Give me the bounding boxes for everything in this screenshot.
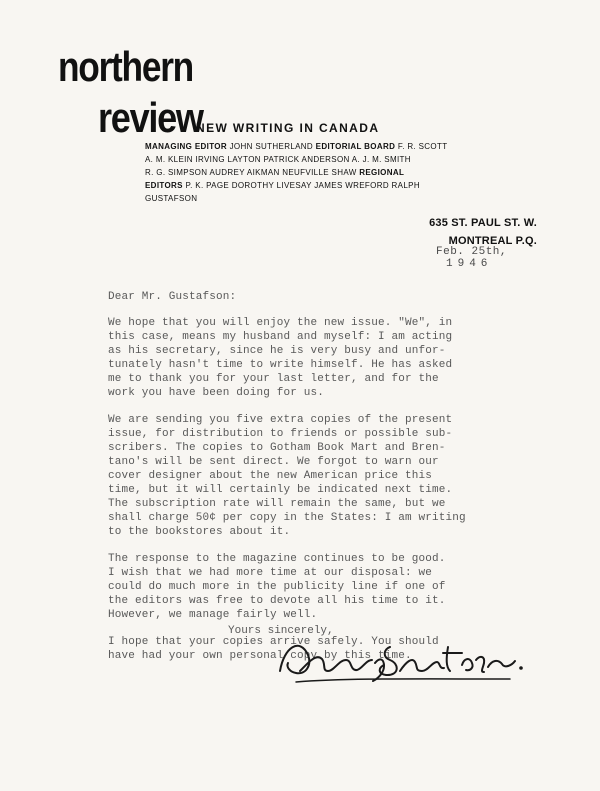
editorial-line-5: GUSTAFSON	[145, 194, 198, 203]
date-line-1: Feb. 25th,	[436, 246, 508, 258]
managing-editor-name: JOHN SUTHERLAND	[229, 142, 314, 151]
letter-closing: Yours sincerely,	[228, 625, 334, 637]
paragraph-4-line-2: have had your own personal copy by this time.	[108, 650, 412, 662]
paragraph-2-line-2: issue, for distribution to friends or possible sub-	[108, 428, 453, 440]
handwritten-signature	[266, 629, 526, 687]
salutation: Dear Mr. Gustafson:	[108, 291, 237, 303]
paragraph-1-line-6: work you have been doing for us.	[108, 387, 325, 399]
paragraph-2-line-4: tano's will be sent direct. We forgot to warn our	[108, 456, 439, 468]
paragraph-2	[108, 413, 578, 539]
editors-label: EDITORS	[145, 181, 183, 190]
magazine-address	[357, 214, 537, 250]
paragraph-3-line-5: However, we manage fairly well.	[108, 609, 318, 621]
paragraph-3-line-3: could do much more in the publicity line if one of	[108, 581, 446, 593]
editorial-line-3-names: R. G. SIMPSON AUDREY AIKMAN NEUFVILLE SHAW	[145, 168, 357, 177]
paragraph-1	[108, 316, 578, 400]
paragraph-1-line-1: We hope that you will enjoy the new issue. "We", in	[108, 317, 453, 329]
editorial-line-3	[145, 166, 405, 179]
editorial-line-2: A. M. KLEIN IRVING LAYTON PATRICK ANDERSON A. J. M. SMITH	[145, 155, 411, 164]
paragraph-2-line-3: scribers. The copies to Gotham Book Mart and Bren-	[108, 442, 446, 454]
paragraph-3-line-4: the editors was free to devote all his time to it.	[108, 595, 446, 607]
managing-editor-label: MANAGING EDITOR	[145, 142, 227, 151]
editorial-line-1	[145, 140, 448, 153]
paragraph-2-line-6: time, but it will certainly be indicated next time.	[108, 484, 453, 496]
logo-review: review	[98, 94, 203, 141]
paragraph-4-line-1: I hope that your copies arrive safely. You should	[108, 636, 439, 648]
paragraph-3-line-1: The response to the magazine continues to be good.	[108, 553, 446, 565]
letter-date	[436, 246, 546, 270]
editorial-board-first-name: F. R. SCOTT	[397, 142, 448, 151]
address-city: MONTREAL P.Q.	[448, 235, 537, 247]
letter-body	[108, 290, 578, 676]
editorial-board-block	[145, 140, 448, 205]
paragraph-1-line-2: this case, means my husband and myself: I am acting	[108, 331, 453, 343]
paragraph-1-line-3: as his secretary, since he is very busy and unfor-	[108, 345, 446, 357]
paragraph-1-line-5: me to thank you for your last letter, and for the	[108, 373, 439, 385]
signature-drawing	[266, 629, 526, 687]
logo-northern: northern	[58, 43, 193, 90]
paragraph-2-line-5: cover designer about the new American price this	[108, 470, 433, 482]
paragraph-1-line-4: tunately hasn't time to write himself. He has asked	[108, 359, 453, 371]
magazine-tagline: NEW WRITING IN CANADA	[196, 121, 380, 135]
address-street: 635 ST. PAUL ST. W.	[429, 217, 537, 229]
paragraph-2-line-9: to the bookstores about it.	[108, 526, 291, 538]
regional-label: REGIONAL	[359, 168, 405, 177]
paragraph-2-line-8: shall charge 50¢ per copy in the States: I am writing	[108, 512, 466, 524]
regional-editors-names: P. K. PAGE DOROTHY LIVESAY JAMES WREFORD RALPH	[185, 181, 420, 190]
editorial-line-4	[145, 179, 420, 192]
paragraph-3-line-2: I wish that we had more time at our disposal: we	[108, 567, 433, 579]
paragraph-2-line-1: We are sending you five extra copies of the present	[108, 414, 453, 426]
editorial-board-label: EDITORIAL BOARD	[315, 142, 396, 151]
paragraph-3	[108, 552, 578, 622]
paragraph-2-line-7: The subscription rate will remain the same, but we	[108, 498, 446, 510]
date-year: 1946	[446, 258, 493, 270]
